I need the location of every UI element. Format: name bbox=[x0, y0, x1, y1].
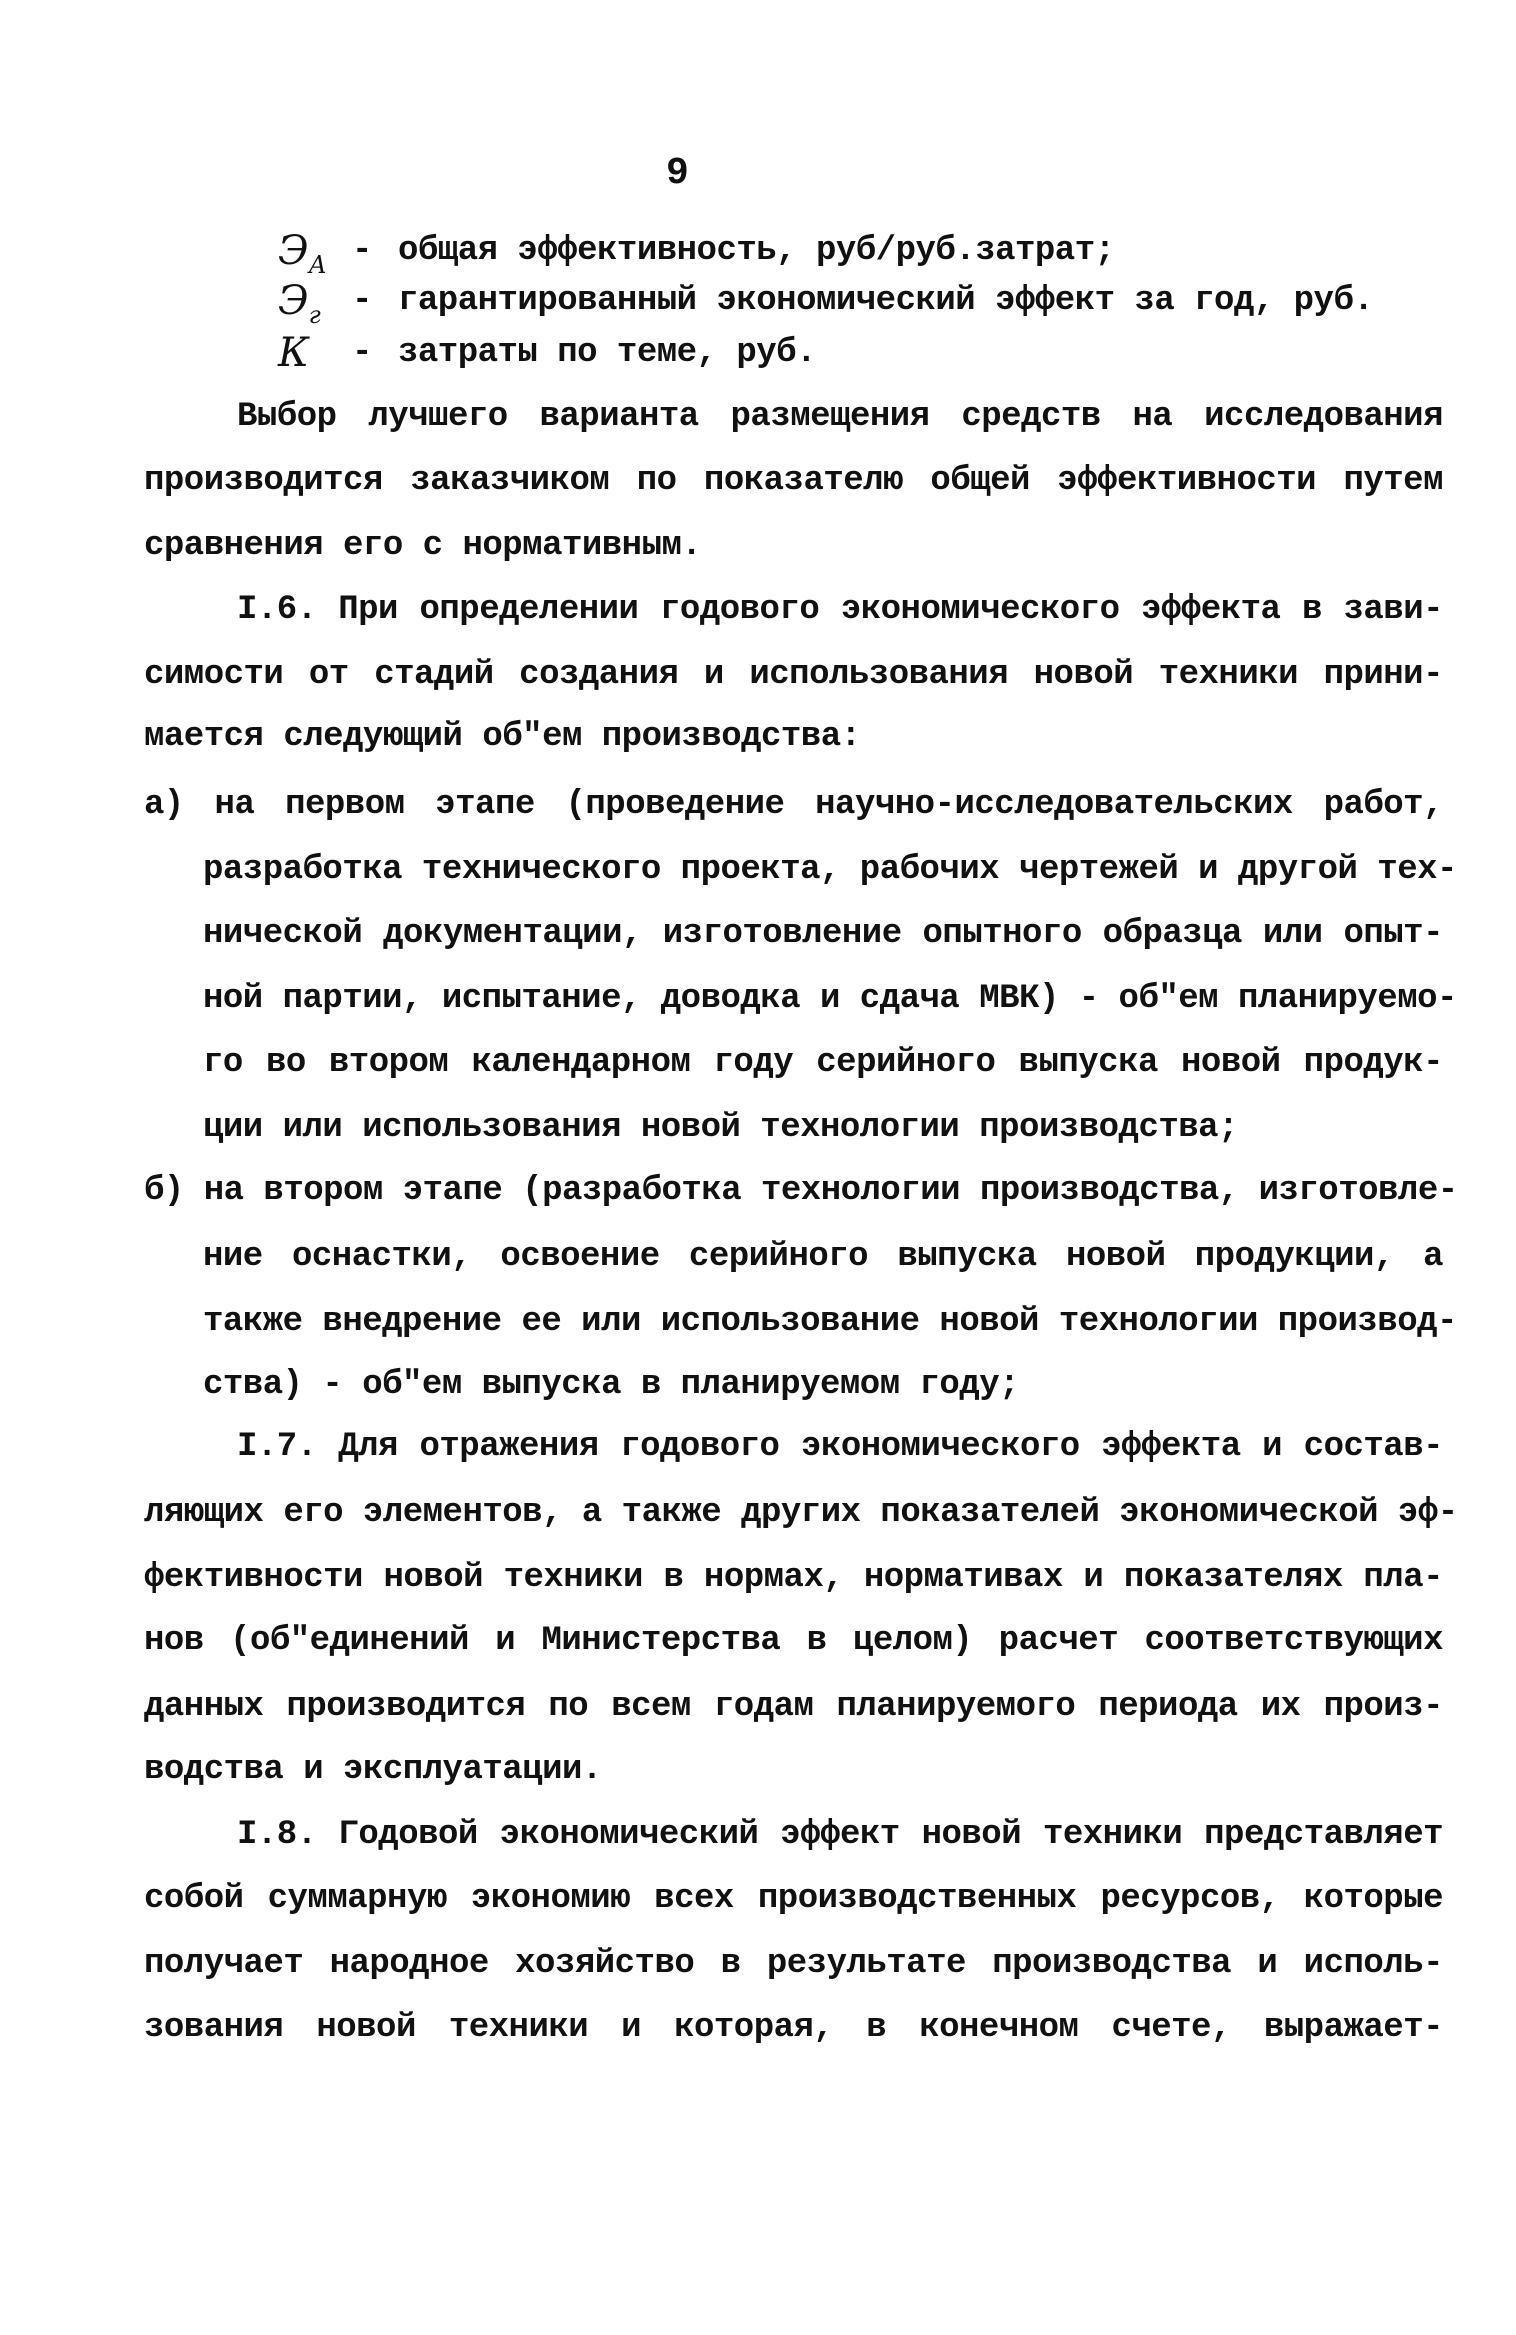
text-line: собой суммарную экономию всех производственных ресурсов, которые bbox=[144, 1880, 1443, 1918]
text-line: а) на первом этапе (проведение научно-исследовательских работ, bbox=[144, 786, 1443, 824]
text-line: водства и эксплуатации. bbox=[144, 1751, 602, 1789]
symbol bbox=[278, 278, 321, 329]
text-line: I.8. Годовой экономический эффект новой техники представляет bbox=[237, 1816, 1443, 1854]
text-line: нов (об"единений и Министерства в целом) расчет соответствующих bbox=[144, 1622, 1443, 1660]
legend-definition: общая эффективность, руб/руб.затрат; bbox=[398, 232, 1115, 270]
text-line: мается следующий об"ем производства: bbox=[144, 718, 861, 756]
text-line: также внедрение ее или использование новой технологии производ- bbox=[203, 1303, 1457, 1341]
text-line: ства) - об"ем выпуска в планируемом году; bbox=[203, 1366, 1020, 1404]
text-line: б) на втором этапе (разработка технологии производства, изготовле- bbox=[144, 1172, 1458, 1210]
symbol bbox=[278, 330, 309, 381]
text-line: нической документации, изготовление опытного образца или опыт- bbox=[203, 915, 1443, 953]
text-line: сравнения его с нормативным. bbox=[144, 527, 702, 565]
text-line: данных производится по всем годам планируемого периода их произ- bbox=[144, 1688, 1443, 1726]
text-line: получает народное хозяйство в результате производства и исполь- bbox=[144, 1945, 1443, 1983]
text-line: ляющих его элементов, а также других показателей экономической эф- bbox=[144, 1494, 1458, 1532]
symbol-letter: Э bbox=[278, 278, 309, 324]
symbol-subscript: А bbox=[308, 251, 327, 279]
symbol-letter: К bbox=[278, 330, 309, 376]
page-number: 9 bbox=[666, 152, 689, 195]
text-line: ной партии, испытание, доводка и сдача МВК) - об"ем планируемо- bbox=[203, 980, 1457, 1018]
legend-dash: - bbox=[352, 334, 373, 372]
text-line: симости от стадий создания и использования новой техники прини- bbox=[144, 656, 1443, 694]
text-line: ние оснастки, освоение серийного выпуска новой продукции, а bbox=[203, 1238, 1443, 1276]
text-line: зования новой техники и которая, в конечном счете, выражает- bbox=[144, 2009, 1443, 2047]
text-line: го во втором календарном году серийного выпуска новой продук- bbox=[203, 1044, 1443, 1082]
text-line: разработка технического проекта, рабочих чертежей и другой тех- bbox=[203, 851, 1457, 889]
legend-definition: затраты по теме, руб. bbox=[398, 334, 816, 372]
symbol bbox=[278, 228, 327, 279]
symbol-letter: Э bbox=[278, 228, 309, 274]
symbol-subscript: г bbox=[308, 301, 321, 329]
text-line: ции или использования новой технологии производства; bbox=[203, 1109, 1238, 1147]
legend-dash: - bbox=[352, 232, 373, 270]
text-line: фективности новой техники в нормах, нормативах и показателях пла- bbox=[144, 1559, 1443, 1597]
legend-dash: - bbox=[352, 282, 373, 320]
text-line: Выбор лучшего варианта размещения средств на исследования bbox=[237, 398, 1443, 436]
legend-definition: гарантированный экономический эффект за год, руб. bbox=[398, 282, 1374, 320]
text-line: производится заказчиком по показателю общей эффективности путем bbox=[144, 462, 1443, 500]
text-line: I.7. Для отражения годового экономического эффекта и состав- bbox=[237, 1428, 1443, 1466]
text-line: I.6. При определении годового экономического эффекта в зави- bbox=[237, 591, 1443, 629]
